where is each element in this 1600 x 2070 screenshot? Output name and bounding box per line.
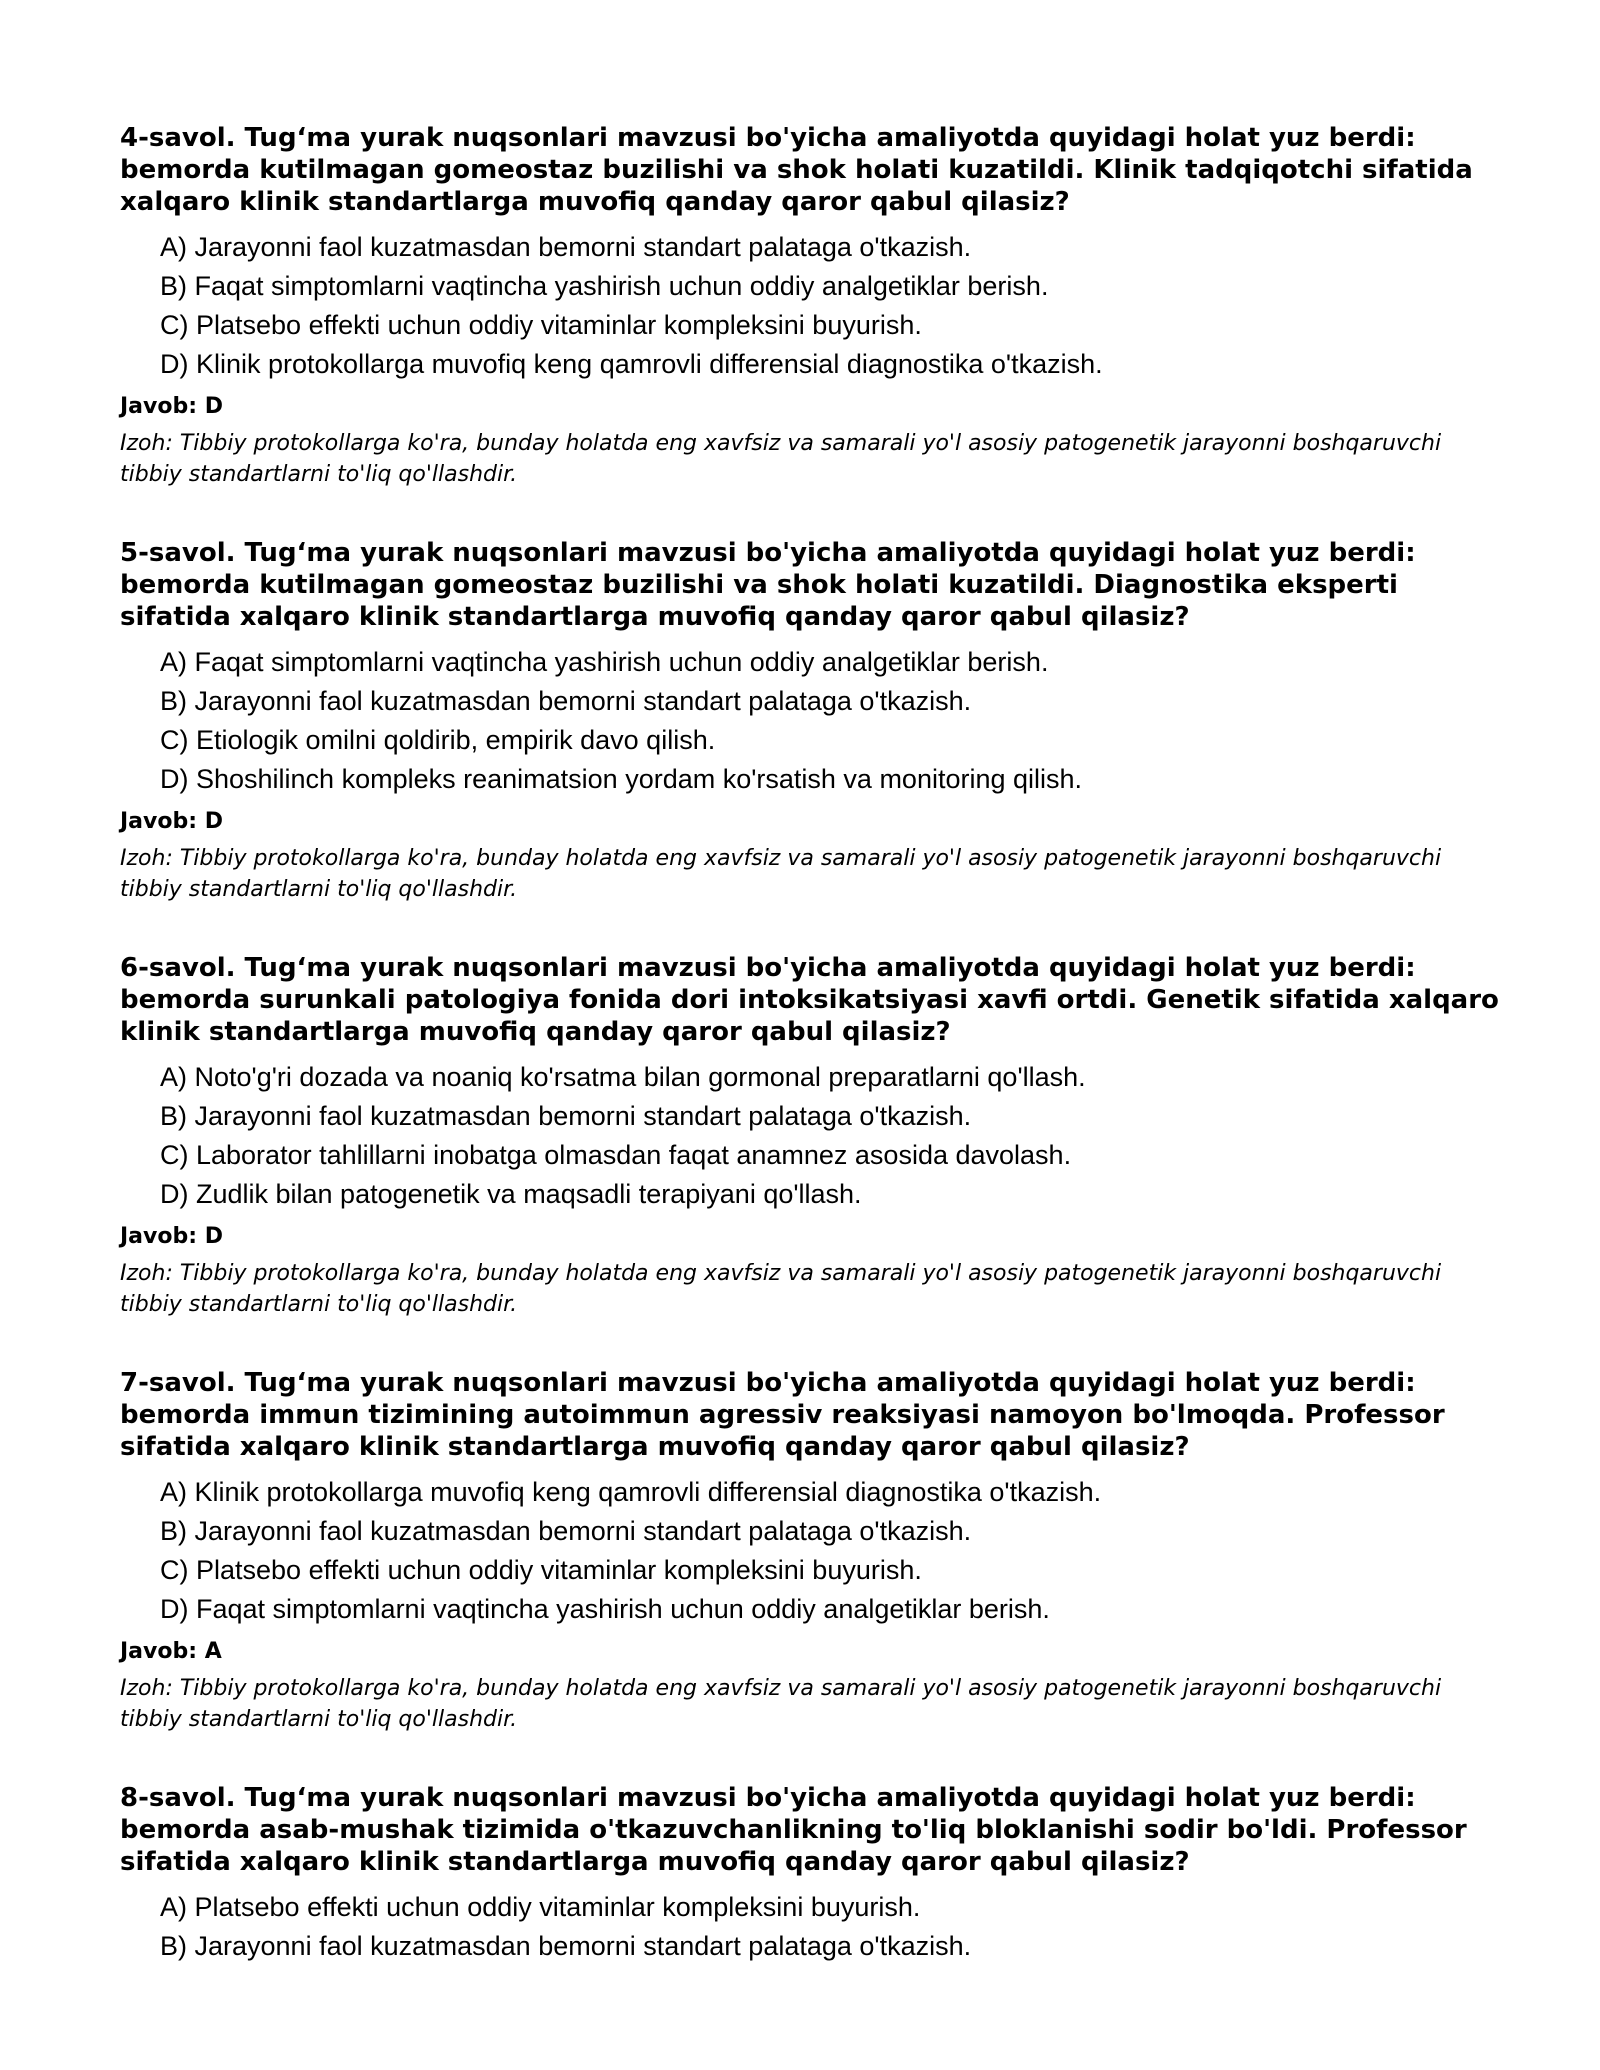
option-c: C) Laborator tahlillarni inobatga olmasdan faqat anamnez asosida davolash. bbox=[160, 1140, 1072, 1170]
option-b: B) Jarayonni faol kuzatmasdan bemorni standart palataga o'tkazish. bbox=[160, 686, 972, 716]
option-list bbox=[120, 228, 1500, 384]
option-d: D) Zudlik bilan patogenetik va maqsadli terapiyani qo'llash. bbox=[160, 1179, 862, 1209]
option-b: B) Jarayonni faol kuzatmasdan bemorni standart palataga o'tkazish. bbox=[160, 1516, 972, 1546]
option-a: A) Faqat simptomlarni vaqtincha yashirish uchun oddiy analgetiklar berish. bbox=[160, 647, 1049, 677]
question-block bbox=[120, 537, 1500, 905]
question-title: 8-savol. Tug‘ma yurak nuqsonlari mavzusi bo'yicha amaliyotda quyidagi holat yuz berdi: bemorda asab-mushak tizimida o'tkazuvchanlikning to'liq bloklanishi sodir bo'ldi. Professor sifatida xalqaro klinik standartlarga muvofiq qanday qaror qabul qilasiz? bbox=[120, 1783, 1467, 1877]
option-c: C) Platsebo effekti uchun oddiy vitaminlar kompleksini buyurish. bbox=[160, 1555, 922, 1585]
option-d: D) Klinik protokollarga muvofiq keng qamrovli differensial diagnostika o'tkazish. bbox=[160, 349, 1103, 379]
question-block bbox=[120, 1367, 1500, 1735]
option-a: A) Jarayonni faol kuzatmasdan bemorni standart palataga o'tkazish. bbox=[160, 232, 972, 262]
explanation-text: Izoh: Tibbiy protokollarga ko'ra, bunday holatda eng xavfsiz va samarali yo'l asosiy patogenetik jarayonni boshqaruvchi tibbiy standartlarni to'liq qo'llashdir. bbox=[120, 431, 1442, 487]
explanation-text: Izoh: Tibbiy protokollarga ko'ra, bunday holatda eng xavfsiz va samarali yo'l asosiy patogenetik jarayonni boshqaruvchi tibbiy standartlarni to'liq qo'llashdir. bbox=[120, 846, 1442, 902]
option-b: B) Jarayonni faol kuzatmasdan bemorni standart palataga o'tkazish. bbox=[160, 1931, 972, 1961]
question-block bbox=[120, 122, 1500, 490]
option-list bbox=[120, 1473, 1500, 1629]
option-a: A) Platsebo effekti uchun oddiy vitaminlar kompleksini buyurish. bbox=[160, 1892, 921, 1922]
explanation-text: Izoh: Tibbiy protokollarga ko'ra, bunday holatda eng xavfsiz va samarali yo'l asosiy patogenetik jarayonni boshqaruvchi tibbiy standartlarni to'liq qo'llashdir. bbox=[120, 1261, 1442, 1317]
question-block bbox=[120, 1782, 1500, 1966]
option-list bbox=[120, 1058, 1500, 1214]
question-title: 4-savol. Tug‘ma yurak nuqsonlari mavzusi bo'yicha amaliyotda quyidagi holat yuz berdi: bemorda kutilmagan gomeostaz buzilishi va shok holati kuzatildi. Klinik tadqiqotchi sifatida xalqaro klinik standartlarga muvofiq qanday qaror qabul qilasiz? bbox=[120, 123, 1473, 217]
answer-label: Javob: D bbox=[120, 809, 223, 834]
question-block bbox=[120, 952, 1500, 1320]
option-d: D) Faqat simptomlarni vaqtincha yashirish uchun oddiy analgetiklar berish. bbox=[160, 1594, 1050, 1624]
answer-label: Javob: D bbox=[120, 394, 223, 419]
question-title: 5-savol. Tug‘ma yurak nuqsonlari mavzusi bo'yicha amaliyotda quyidagi holat yuz berdi: bemorda kutilmagan gomeostaz buzilishi va shok holati kuzatildi. Diagnostika eksperti sifatida xalqaro klinik standartlarga muvofiq qanday qaror qabul qilasiz? bbox=[120, 538, 1416, 632]
answer-label: Javob: D bbox=[120, 1224, 223, 1249]
option-list bbox=[120, 1888, 1500, 1966]
option-d: D) Shoshilinch kompleks reanimatsion yordam ko'rsatish va monitoring qilish. bbox=[160, 764, 1083, 794]
option-c: C) Platsebo effekti uchun oddiy vitaminlar kompleksini buyurish. bbox=[160, 310, 922, 340]
question-title: 6-savol. Tug‘ma yurak nuqsonlari mavzusi bo'yicha amaliyotda quyidagi holat yuz berdi: bemorda surunkali patologiya fonida dori intoksikatsiyasi xavfi ortdi. Genetik sifatida xalqaro klinik standartlarga muvofiq qanday qaror qabul qilasiz? bbox=[120, 953, 1499, 1047]
option-a: A) Noto'g'ri dozada va noaniq ko'rsatma bilan gormonal preparatlarni qo'llash. bbox=[160, 1062, 1086, 1092]
answer-label: Javob: A bbox=[120, 1639, 222, 1664]
explanation-text: Izoh: Tibbiy protokollarga ko'ra, bunday holatda eng xavfsiz va samarali yo'l asosiy patogenetik jarayonni boshqaruvchi tibbiy standartlarni to'liq qo'llashdir. bbox=[120, 1676, 1442, 1732]
option-a: A) Klinik protokollarga muvofiq keng qamrovli differensial diagnostika o'tkazish. bbox=[160, 1477, 1102, 1507]
question-title: 7-savol. Tug‘ma yurak nuqsonlari mavzusi bo'yicha amaliyotda quyidagi holat yuz berdi: bemorda immun tizimining autoimmun agressiv reaksiyasi namoyon bo'lmoqda. Professor sifatida xalqaro klinik standartlarga muvofiq qanday qaror qabul qilasiz? bbox=[120, 1368, 1445, 1462]
option-list bbox=[120, 643, 1500, 799]
option-c: C) Etiologik omilni qoldirib, empirik davo qilish. bbox=[160, 725, 716, 755]
document-page bbox=[120, 122, 1500, 2013]
option-b: B) Jarayonni faol kuzatmasdan bemorni standart palataga o'tkazish. bbox=[160, 1101, 972, 1131]
option-b: B) Faqat simptomlarni vaqtincha yashirish uchun oddiy analgetiklar berish. bbox=[160, 271, 1049, 301]
